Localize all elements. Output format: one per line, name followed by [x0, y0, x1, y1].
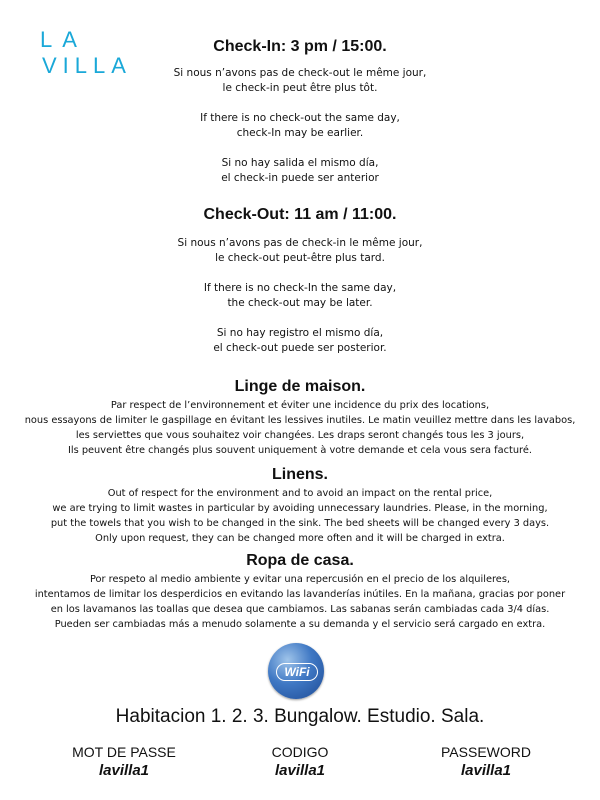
checkout-es-2: el check-out puede ser posterior. [213, 342, 387, 354]
linens-title: Linens. [271, 466, 328, 483]
checkin-text [0, 66, 600, 186]
password-value: lavilla1 [460, 762, 512, 779]
linge-text [0, 398, 600, 458]
linge-line: Ils peuvent être changés plus souvent uniquement à votre demande et cela vous sera facturé. [67, 445, 532, 456]
password-value: lavilla1 [274, 762, 326, 779]
password-label: CODIGO [271, 744, 329, 760]
checkout-title: Check-Out: 11 am / 11:00. [203, 206, 397, 223]
checkin-es-2: el check-in puede ser anterior [221, 172, 379, 184]
checkout-fr-1: Si nous n’avons pas de check-in le même jour, [177, 237, 423, 249]
password-label: MOT DE PASSE [72, 744, 176, 760]
ropa-text [0, 572, 600, 632]
linge-title: Linge de maison. [234, 378, 366, 395]
ropa-line: Por respeto al medio ambiente y evitar una repercusión en el precio de los alquileres, [89, 574, 511, 585]
linens-line: we are trying to limit wastes in particular by avoiding unnecessary laundries. Please, in the morning, [52, 503, 548, 514]
checkin-fr-2: le check-in peut être plus tôt. [222, 82, 378, 94]
linens-line: Only upon request, they can be changed more often and it will be charged in extra. [95, 533, 505, 544]
checkout-en-2: the check-out may be later. [227, 297, 373, 309]
wifi-icon [268, 643, 324, 699]
password-block-fr [24, 744, 224, 779]
checkout-es-1: Si no hay registro el mismo día, [216, 327, 384, 339]
linens-line: put the towels that you wish to be changed in the sink. The bed sheets will be changed every 3 days. [50, 518, 550, 529]
ropa-title: Ropa de casa. [246, 552, 354, 569]
checkout-fr-2: le check-out peut-être plus tard. [215, 252, 385, 264]
ropa-line: en los lavamanos las toallas que desea que cambiamos. Las sabanas serán cambiadas cada 3/4 días. [50, 604, 550, 615]
checkin-es-1: Si no hay salida el mismo día, [221, 157, 379, 169]
ropa-line: intentamos de limitar los desperdicios en evitando las lavanderías inútiles. En la mañana, gracias por poner [34, 589, 566, 600]
checkout-text [0, 236, 600, 356]
checkin-title: Check-In: 3 pm / 15:00. [213, 38, 387, 55]
ropa-line: Pueden ser cambiadas más a menudo solamente a su demanda y el servicio será cargado en extra. [54, 619, 546, 630]
rooms-list: Habitacion 1. 2. 3. Bungalow. Estudio. Sala. [115, 706, 485, 727]
password-value: lavilla1 [98, 762, 150, 779]
password-label: PASSEWORD [441, 744, 531, 760]
logo-line-2: VILLA [42, 53, 132, 78]
wifi-badge-label: WiFi [276, 663, 318, 681]
linge-line: les serviettes que vous souhaitez voir changées. Les draps seront changés tous les 3 jours, [75, 430, 525, 441]
logo-line-1: LA [40, 27, 87, 52]
linens-line: Out of respect for the environment and to avoid an impact on the rental price, [107, 488, 493, 499]
password-block-en [386, 744, 586, 779]
checkin-en-1: If there is no check-out the same day, [200, 112, 400, 124]
linge-line: Par respect de l’environnement et éviter une incidence du prix des locations, [110, 400, 490, 411]
checkout-en-1: If there is no check-In the same day, [203, 282, 397, 294]
checkin-en-2: check-In may be earlier. [236, 127, 364, 139]
linens-text [0, 486, 600, 546]
password-block-es [200, 744, 400, 779]
linge-line: nous essayons de limiter le gaspillage en évitant les lessives inutiles. Le matin veuillez mettre dans les lavabos, [24, 415, 576, 426]
checkin-fr-1: Si nous n’avons pas de check-out le même jour, [173, 67, 427, 79]
